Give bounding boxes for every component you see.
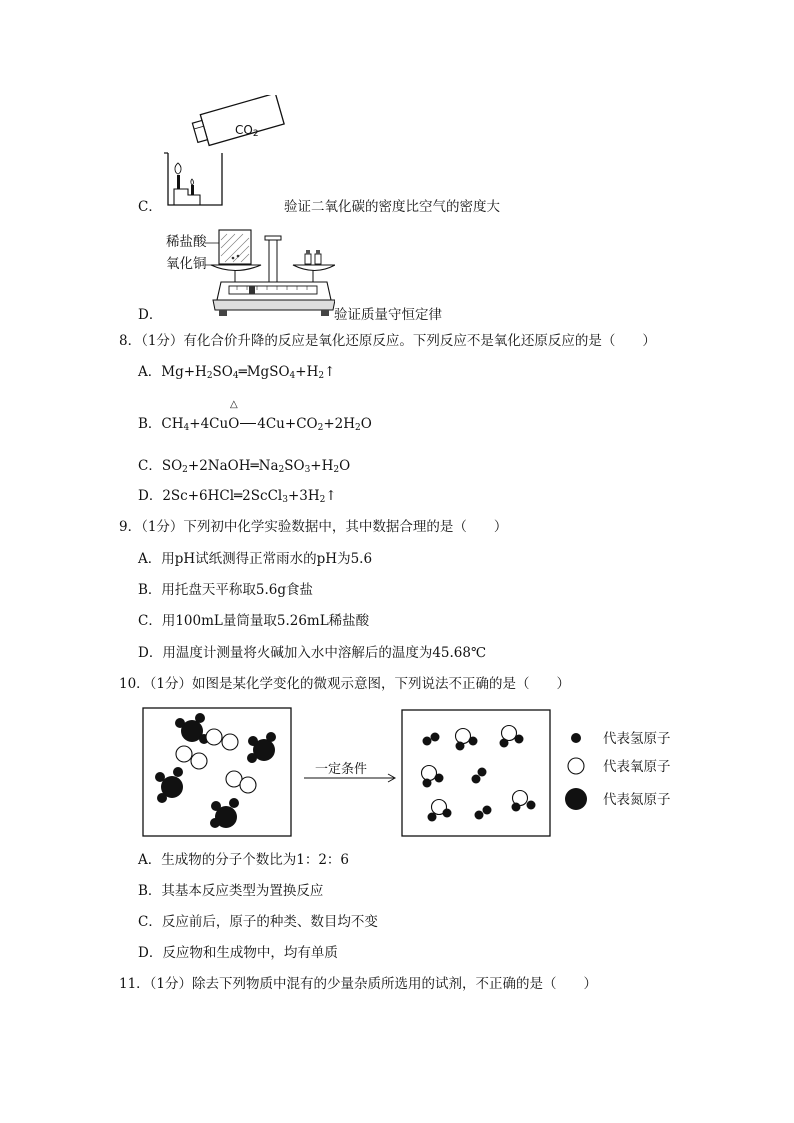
option-d-letter: D． xyxy=(138,307,163,323)
q10-option-b: B．其基本反应类型为置换反应 xyxy=(138,883,324,899)
atom-legend xyxy=(564,728,588,814)
co2-bottle-label: $CO_2$ xyxy=(235,123,259,139)
oxygen-atom-symbol xyxy=(568,758,584,774)
legend-hydrogen: 代表氢原子 xyxy=(603,731,671,747)
question-10-stem: 10．（1分）如图是某化学变化的微观示意图，下列说法不正确的是（ ） xyxy=(119,676,571,692)
q10-option-c: C．反应前后，原子的种类、数目均不变 xyxy=(138,914,378,930)
label-dilute-hcl: 稀盐酸 xyxy=(166,234,207,250)
q9-option-b: B．用托盘天平称取5.6g食盐 xyxy=(138,582,314,598)
q9-option-c: C．用100mL量筒量取5.26mL稀盐酸 xyxy=(138,613,370,629)
legend-nitrogen: 代表氮原子 xyxy=(603,792,671,808)
q8-option-a: A．$Mg+H_2SO_4═MgSO_4+H_2↑$ xyxy=(138,364,336,381)
legend-symbols xyxy=(564,728,588,814)
q10-option-d: D．反应物和生成物中，均有单质 xyxy=(138,945,338,961)
q8-option-d: D．$2Sc+6HCl═2ScCl_3+3H_2↑$ xyxy=(138,488,337,505)
arrow-condition-label: 一定条件 xyxy=(315,762,368,777)
reaction-arrow-line xyxy=(240,423,256,424)
question-11-stem: 11．（1分）除去下列物质中混有的少量杂质所选用的试剂，不正确的是（ ） xyxy=(119,976,598,992)
legend-oxygen: 代表氧原子 xyxy=(603,759,671,775)
question-8-stem: 8．（1分）有化合价升降的反应是氧化还原反应。下列反应不是氧化还原反应的是（ ） xyxy=(119,333,656,349)
co2-beaker-candles-drawing xyxy=(160,95,290,213)
hydrogen-atom-symbol xyxy=(571,733,581,743)
question-9-stem: 9．（1分）下列初中化学实验数据中，其中数据合理的是（ ） xyxy=(119,519,508,535)
option-d-caption: 验证质量守恒定律 xyxy=(334,307,442,323)
q9-option-a: A．用pH试纸测得正常雨水的pH为5.6 xyxy=(138,551,373,567)
q10-option-a: A．生成物的分子个数比为1：2：6 xyxy=(138,852,350,868)
co2-pouring-figure xyxy=(160,95,290,213)
q8-option-b: B．$CH_4+4CuO$ $4Cu+CO_2+2H_2O$ xyxy=(138,416,372,433)
option-c-caption: 验证二氧化碳的密度比空气的密度大 xyxy=(284,199,500,215)
heat-condition-symbol: △ xyxy=(230,399,238,410)
option-c-letter: C． xyxy=(138,199,162,215)
balance-figure xyxy=(205,224,335,322)
balance-drawing xyxy=(205,224,335,322)
q8-option-c: C．$SO_2+2NaOH═Na_2SO_3+H_2O$ xyxy=(138,458,351,475)
label-copper-oxide: 氧化铜 xyxy=(166,256,207,272)
nitrogen-atom-symbol xyxy=(565,788,587,810)
q9-option-d: D．用温度计测量将火碱加入水中溶解后的温度为45.68℃ xyxy=(138,645,487,661)
